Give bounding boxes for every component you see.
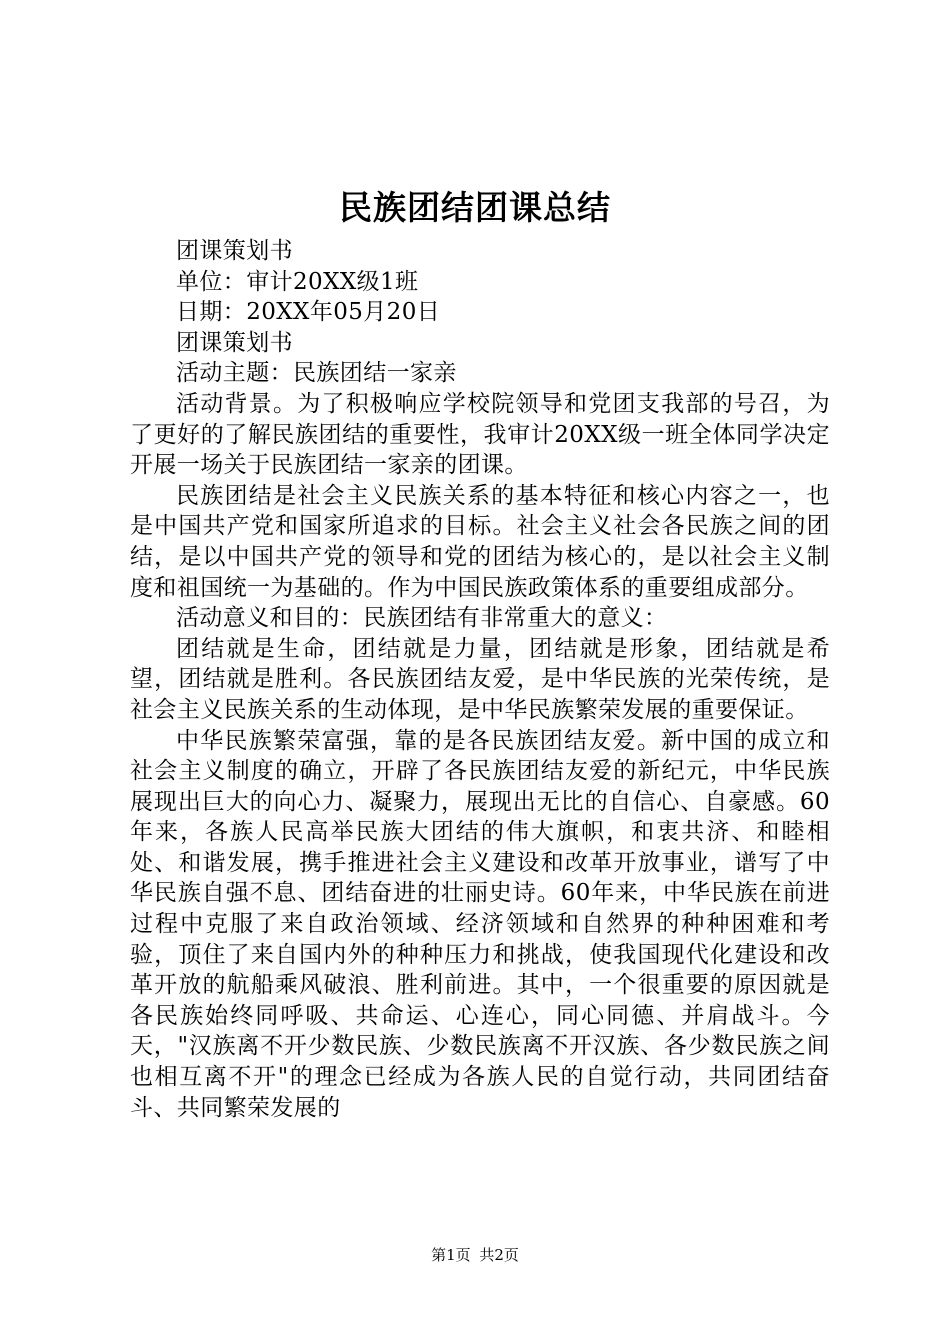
paragraph: 团课策划书 [176, 238, 293, 264]
paragraph: 团结就是生命，团结就是力量，团结就是形象，团结就是希望，团结就是胜利。各民族团结友爱，是中华民族的光荣传统，是社会主义民族关系的生动体现，是中华民族繁荣发展的重要保证。 [130, 635, 830, 723]
paragraph: 单位：审计20XX级1班 [176, 268, 419, 295]
page-footer [0, 1243, 950, 1267]
paragraph: 中华民族繁荣富强，靠的是各民族团结友爱。新中国的成立和社会主义制度的确立，开辟了各民族团结友爱的新纪元，中华民族展现出巨大的向心力、凝聚力，展现出无比的自信心、自豪感。60年来，各族人民高举民族大团结的伟大旗帜，和衷共济、和睦相处、和谐发展，携手推进社会主义建设和改革开放事业，谱写了中华民族自强不息、团结奋进的壮丽史诗。60年来，中华民族在前进过程中克服了来自政治领域、经济领域和自然界的种种困难和考验，顶住了来自国内外的种种压力和挑战，使我国现代化建设和改革开放的航船乘风破浪、胜利前进。其中，一个很重要的原因就是各民族始终同呼吸、共命运、心连心，同心同德、并肩战斗。今天，"汉族离不开少数民族、少数民族离不开汉族、各少数民族之间也相互离不开"的理念已经成为各族人民的自觉行动，共同团结奋斗、共同繁荣发展的 [130, 727, 830, 1121]
paragraph: 日期：20XX年05月20日 [176, 299, 441, 326]
document-title: 民族团结团课总结 [339, 188, 611, 227]
paragraph: 团课策划书 [176, 329, 293, 356]
paragraph: 民族团结是社会主义民族关系的基本特征和核心内容之一，也是中国共产党和国家所追求的目标。社会主义社会各民族之间的团结，是以中国共产党的领导和党的团结为核心的，是以社会主义制度和祖国统一为基础的。作为中国民族政策体系的重要组成部分。 [130, 482, 830, 601]
page-total: 共2页 [479, 1246, 519, 1264]
paragraph: 活动背景。为了积极响应学校院领导和党团支我部的号召，为了更好的了解民族团结的重要性，我审计20XX级一班全体同学决定开展一场关于民族团结一家亲的团课。 [130, 390, 830, 479]
document-body [130, 236, 830, 1123]
paragraph: 活动意义和目的：民族团结有非常重大的意义： [176, 605, 668, 632]
paragraph: 活动主题：民族团结一家亲 [176, 360, 457, 387]
page-number: 第1页 [431, 1246, 471, 1264]
